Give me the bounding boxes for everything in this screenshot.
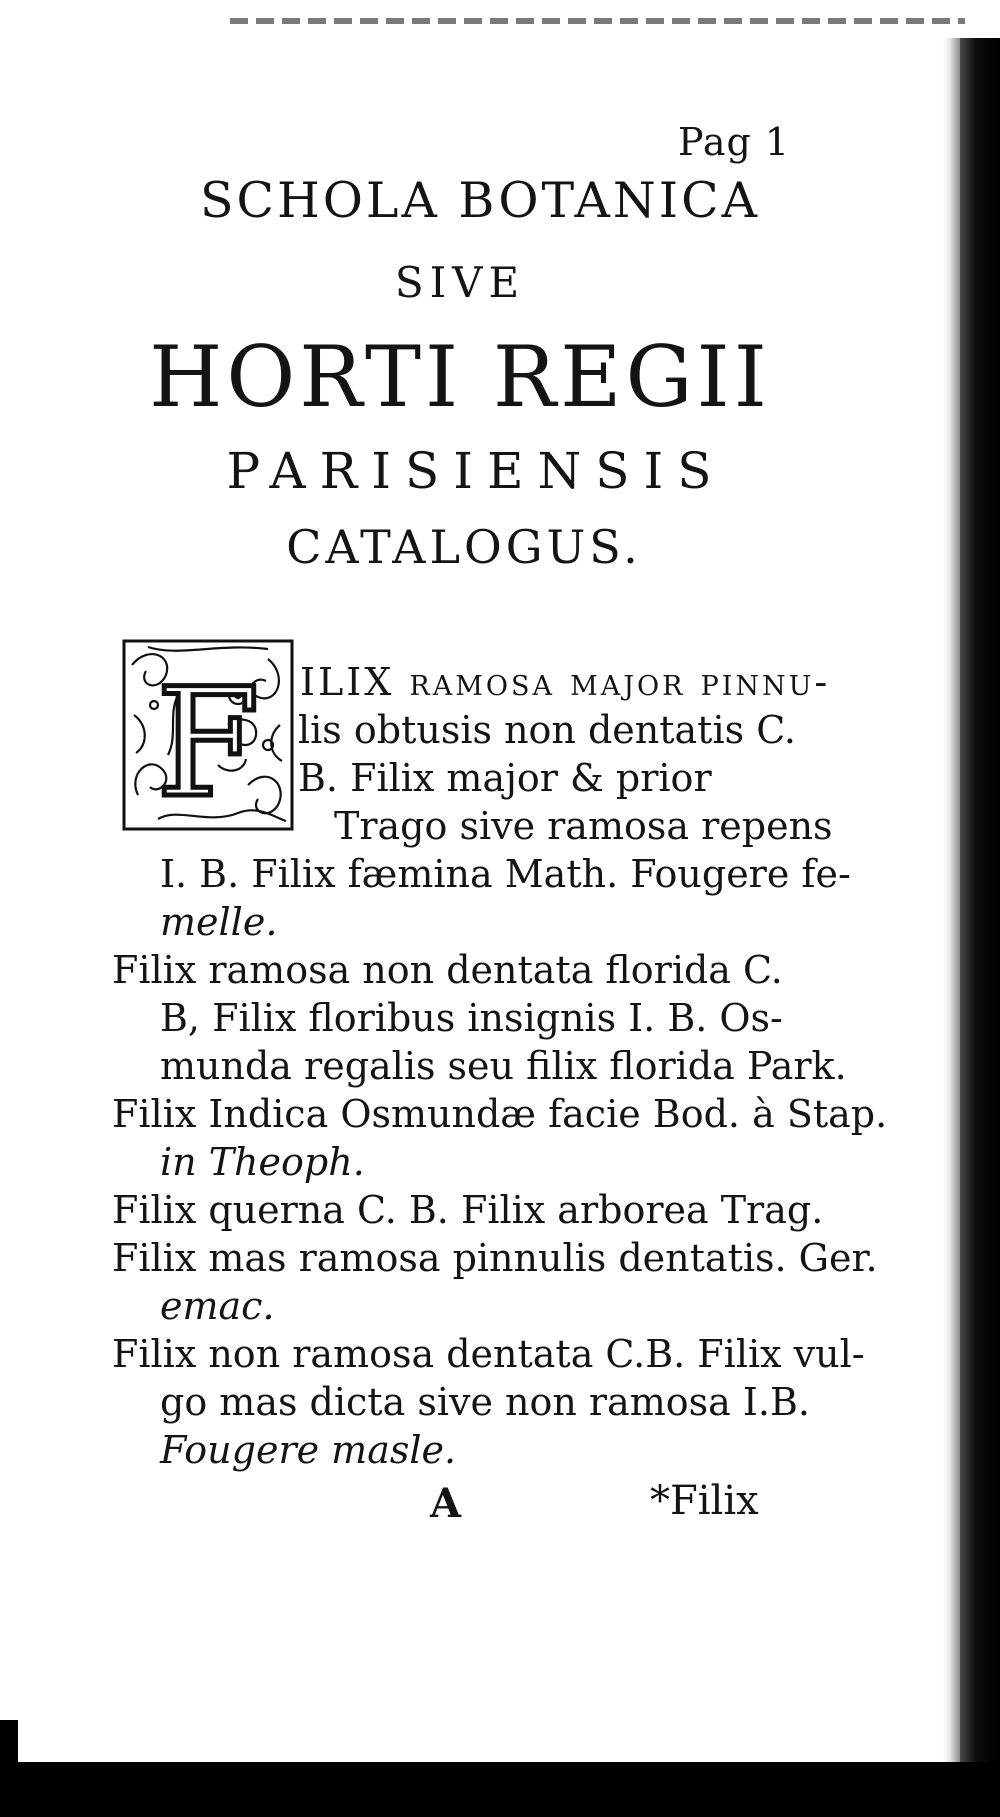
text-line: go mas dicta sive non ramosa I.B. xyxy=(160,1380,810,1424)
text-line: Filix ramosa non dentata florida C. xyxy=(112,948,783,992)
text-line: munda regalis seu filix florida Park. xyxy=(160,1044,847,1088)
text-line: B, Filix floribus insignis I. B. Os- xyxy=(160,996,783,1040)
page-number: Pag 1 xyxy=(678,120,791,164)
signature-mark: A xyxy=(430,1480,462,1527)
text-line: Filix non ramosa dentata C.B. Filix vul- xyxy=(112,1332,865,1376)
text-line: Filix Indica Osmundæ facie Bod. à Stap. xyxy=(112,1092,888,1136)
title-line-1: SCHOLA BOTANICA xyxy=(199,172,761,229)
text-line: in Theoph. xyxy=(160,1140,365,1184)
title-line-4: PARISIENSIS xyxy=(226,442,726,500)
text-line: melle. xyxy=(160,900,278,944)
title-line-3: HORTI REGII xyxy=(149,328,771,426)
decorated-initial xyxy=(118,635,298,835)
text-line: Trago sive ramosa repens xyxy=(334,804,833,848)
initial-letter: F xyxy=(155,657,261,831)
title-line-5: CATALOGUS. xyxy=(286,520,642,574)
title-line-2: SIVE xyxy=(394,258,526,307)
text-line: Filix mas ramosa pinnulis dentatis. Ger. xyxy=(112,1236,878,1280)
text-line: ILIX ramosa major pinnu- xyxy=(300,660,831,704)
text-line: Filix querna C. B. Filix arborea Trag. xyxy=(112,1188,824,1232)
text-line: I. B. Filix fæmina Math. Fougere fe- xyxy=(160,852,851,896)
text-line: Fougere masle. xyxy=(160,1428,457,1472)
text-line: emac. xyxy=(160,1284,275,1328)
catchword: *Filix xyxy=(650,1478,759,1524)
text-line: B. Filix major & prior xyxy=(298,756,712,800)
text-line: lis obtusis non dentatis C. xyxy=(298,708,796,752)
